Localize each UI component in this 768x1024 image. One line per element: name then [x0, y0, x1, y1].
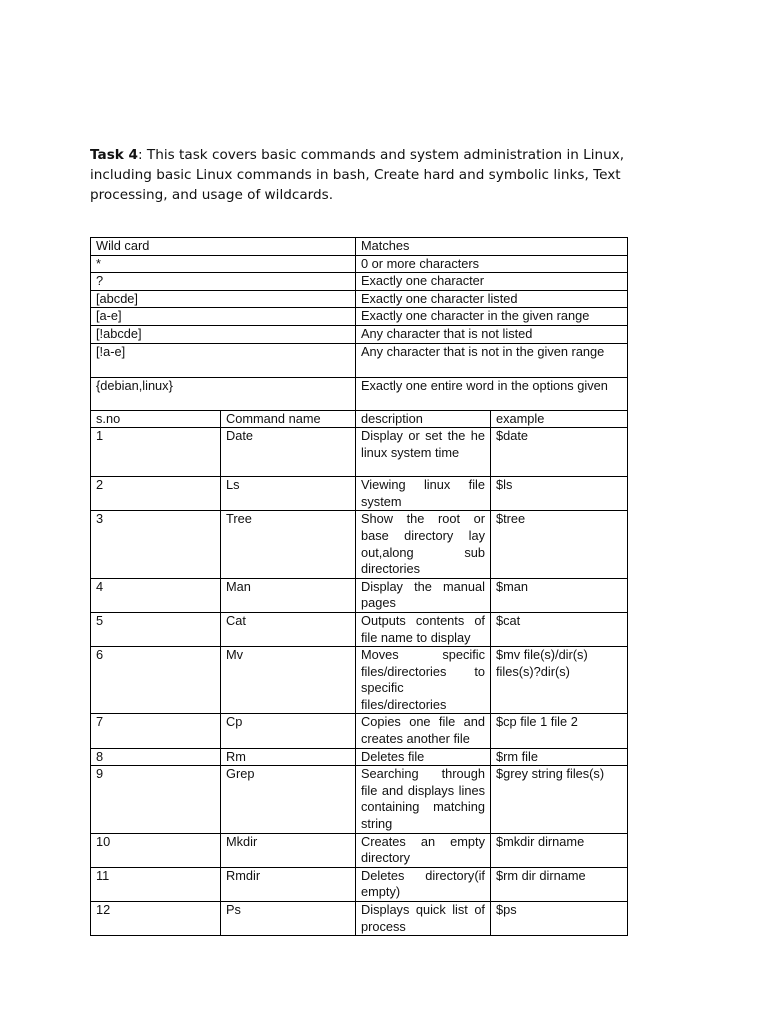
- wildcard-pattern: *: [91, 255, 356, 273]
- task-description: This task covers basic commands and system administration in Linux, including basic Linux commands in bash, Create hard and symbolic links, Text processing, and usage of wildcards.: [90, 147, 625, 203]
- command-row: [91, 647, 628, 714]
- wildcard-match: Any character that is not listed: [356, 325, 628, 343]
- wildcard-row: [91, 273, 628, 291]
- wildcard-pattern: [abcde]: [91, 290, 356, 308]
- header-matches: Matches: [356, 238, 628, 256]
- wildcard-pattern: ?: [91, 273, 356, 291]
- command-description: Displays quick list of process: [356, 902, 491, 936]
- command-example: $man: [491, 578, 628, 612]
- header-sno: s.no: [91, 410, 221, 428]
- header-example: example: [491, 410, 628, 428]
- wildcard-row: [91, 325, 628, 343]
- command-name: Date: [221, 428, 356, 477]
- wildcard-match: Exactly one entire word in the options given: [356, 377, 628, 410]
- command-example: $cp file 1 file 2: [491, 714, 628, 748]
- wildcard-header-row: [91, 238, 628, 256]
- command-sno: 1: [91, 428, 221, 477]
- wildcard-row: [91, 290, 628, 308]
- wildcard-pattern: [a-e]: [91, 308, 356, 326]
- header-command-name: Command name: [221, 410, 356, 428]
- command-sno: 12: [91, 902, 221, 936]
- wildcard-match: 0 or more characters: [356, 255, 628, 273]
- command-sno: 8: [91, 748, 221, 766]
- command-row: [91, 511, 628, 578]
- wildcard-pattern: {debian,linux}: [91, 377, 356, 410]
- command-example: $tree: [491, 511, 628, 578]
- table-body: [91, 238, 628, 936]
- command-row: [91, 748, 628, 766]
- command-name: Rm: [221, 748, 356, 766]
- command-sno: 3: [91, 511, 221, 578]
- command-name: Ls: [221, 477, 356, 511]
- command-example: $grey string files(s): [491, 766, 628, 833]
- wildcard-pattern: [!abcde]: [91, 325, 356, 343]
- command-name: Tree: [221, 511, 356, 578]
- command-name: Grep: [221, 766, 356, 833]
- command-description: Deletes directory(if empty): [356, 867, 491, 901]
- command-example: $rm dir dirname: [491, 867, 628, 901]
- wildcard-row: [91, 255, 628, 273]
- command-name: Mv: [221, 647, 356, 714]
- command-description: Display or set the he linux system time: [356, 428, 491, 477]
- command-name: Mkdir: [221, 833, 356, 867]
- command-row: [91, 833, 628, 867]
- command-description: Display the manual pages: [356, 578, 491, 612]
- command-row: [91, 902, 628, 936]
- command-sno: 11: [91, 867, 221, 901]
- command-example: $date: [491, 428, 628, 477]
- command-name: Rmdir: [221, 867, 356, 901]
- task-colon: :: [138, 147, 143, 163]
- command-header-row: [91, 410, 628, 428]
- command-row: [91, 867, 628, 901]
- wildcard-row: [91, 308, 628, 326]
- command-sno: 6: [91, 647, 221, 714]
- command-name: Cp: [221, 714, 356, 748]
- command-sno: 9: [91, 766, 221, 833]
- command-example: $ps: [491, 902, 628, 936]
- command-row: [91, 612, 628, 646]
- command-example: $mkdir dirname: [491, 833, 628, 867]
- wildcard-row: [91, 377, 628, 410]
- command-row: [91, 766, 628, 833]
- command-sno: 4: [91, 578, 221, 612]
- command-example: $rm file: [491, 748, 628, 766]
- command-example: $mv file(s)/dir(s) files(s)?dir(s): [491, 647, 628, 714]
- command-description: Copies one file and creates another file: [356, 714, 491, 748]
- header-wild-card: Wild card: [91, 238, 356, 256]
- command-sno: 7: [91, 714, 221, 748]
- commands-table: [90, 237, 628, 936]
- command-row: [91, 428, 628, 477]
- wildcard-match: Exactly one character in the given range: [356, 308, 628, 326]
- command-example: $cat: [491, 612, 628, 646]
- command-row: [91, 714, 628, 748]
- command-description: Outputs contents of file name to display: [356, 612, 491, 646]
- command-description: Show the root or base directory lay out,along sub directories: [356, 511, 491, 578]
- wildcard-row: [91, 343, 628, 377]
- command-example: $ls: [491, 477, 628, 511]
- command-sno: 10: [91, 833, 221, 867]
- command-description: Deletes file: [356, 748, 491, 766]
- command-row: [91, 477, 628, 511]
- command-name: Man: [221, 578, 356, 612]
- command-name: Ps: [221, 902, 356, 936]
- task-label: Task 4: [90, 147, 139, 163]
- wildcard-pattern: [!a-e]: [91, 343, 356, 377]
- command-sno: 2: [91, 477, 221, 511]
- command-row: [91, 578, 628, 612]
- wildcard-match: Any character that is not in the given range: [356, 343, 628, 377]
- wildcard-match: Exactly one character: [356, 273, 628, 291]
- command-description: Moves specific files/directories to specific files/directories: [356, 647, 491, 714]
- task-paragraph: [90, 145, 630, 205]
- command-description: Searching through file and displays lines containing matching string: [356, 766, 491, 833]
- wildcard-match: Exactly one character listed: [356, 290, 628, 308]
- header-description: description: [356, 410, 491, 428]
- command-name: Cat: [221, 612, 356, 646]
- command-description: Creates an empty directory: [356, 833, 491, 867]
- command-description: Viewing linux file system: [356, 477, 491, 511]
- command-sno: 5: [91, 612, 221, 646]
